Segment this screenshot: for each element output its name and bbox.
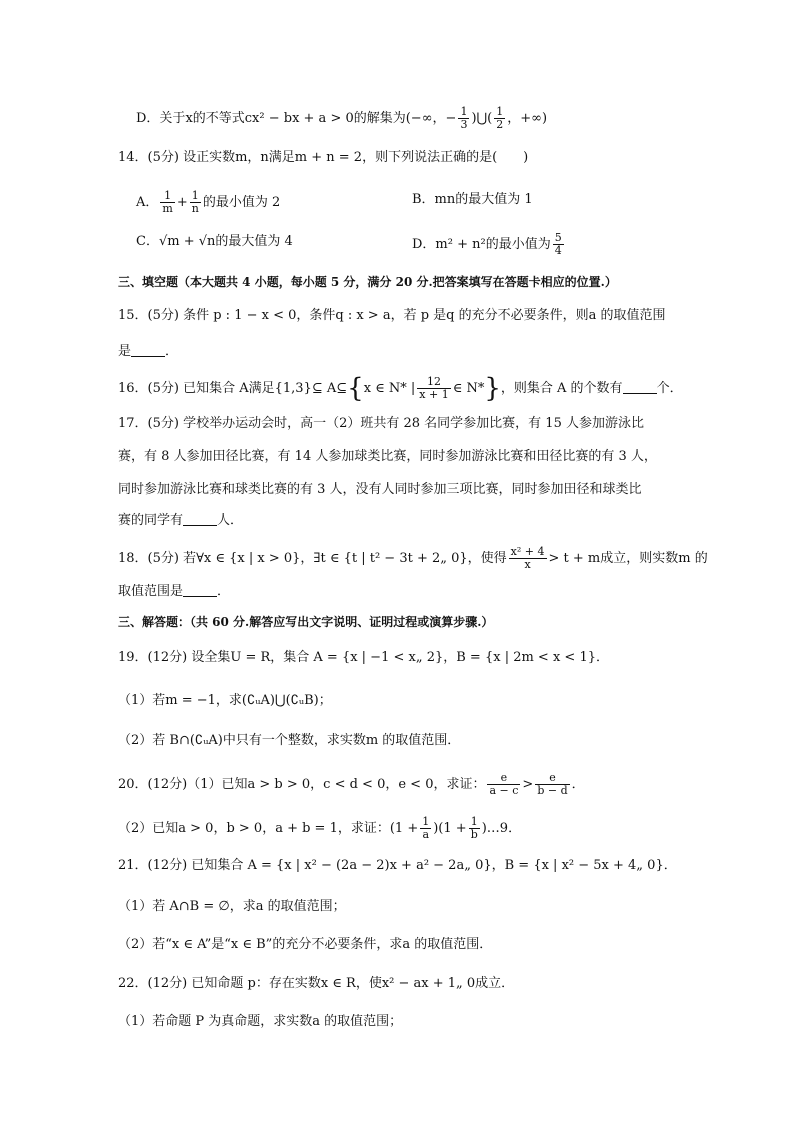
q18-text1: 18．(5分) 若∀x ∈ {x | x > 0}，∃t ∈ {t | t² − 3t + 2„ 0}，使得 <box>118 551 507 566</box>
q14a-plus: + <box>176 195 188 210</box>
q14a-frac2-num: 1 <box>190 190 201 203</box>
q13d-frac2-num: 1 <box>496 105 504 118</box>
q20-frac2 <box>535 772 569 797</box>
q13d-text3: ，+∞) <box>507 111 548 126</box>
q16-set-a: x ∈ N* | <box>363 381 416 396</box>
q22-part1: （1）若命题 P 为真命题，求实数a 的取值范围； <box>118 1014 403 1029</box>
q14a-text: 的最小值为 2 <box>202 195 281 210</box>
q21-part1: （1）若 A∩B = ∅，求a 的取值范围； <box>118 899 346 914</box>
q16-brace-right: } <box>484 373 501 404</box>
q13d-frac2-den: 2 <box>496 118 504 131</box>
q14d-frac-num: 5 <box>554 231 562 244</box>
q14a-frac1-num: 1 <box>160 190 174 203</box>
q15-line2 <box>118 342 734 362</box>
q21-part2: （2）若“x ∈ A”是“x ∈ B”的充分不必要条件，求a 的取值范围． <box>118 937 493 952</box>
section-fill-in-heading: 三、填空题（本大题共 4 小题，每小题 5 分，满分 20 分.把答案填写在答题卡相应的位置.） <box>118 275 617 289</box>
q20-gt: > <box>522 777 534 792</box>
q20-part1 <box>118 772 734 797</box>
q14-stem: 14．(5分) 设正实数m，n满足m + n = 2，则下列说法正确的是( ) <box>118 150 529 165</box>
q21-stem: 21．(12分) 已知集合 A = {x | x² − (2a − 2)x + a² − 2a„ 0}，B = {x | x² − 5x + 4„ 0}． <box>118 858 677 873</box>
q20-stem: 20．(12分)（1）已知a > b > 0，c < d < 0，e < 0，求证： <box>118 777 486 792</box>
q20-p2-frac1-den: a <box>422 828 430 841</box>
q17-line2: 赛，有 8 人参加田径比赛，有 14 人参加球类比赛，同时参加游泳比赛和田径比赛的有 3 人， <box>118 449 657 464</box>
q20-p2-frac1 <box>420 816 431 841</box>
q20-frac1-den: a − c <box>489 784 519 797</box>
q14a-frac2-den: n <box>191 202 199 215</box>
q14a-frac1 <box>160 190 174 215</box>
q13d-prefix: D．关于 <box>136 111 186 126</box>
q18-line1 <box>118 546 734 571</box>
q16-answer-blank <box>623 379 657 394</box>
q16-brace-left: { <box>347 373 364 404</box>
q20-p2-frac2-num: 1 <box>469 816 480 829</box>
q14-option-c: C．√m + √n的最大值为 4 <box>136 234 293 249</box>
q16-text1: 16．(5分) 已知集合 A满足{1,3}⊆ A⊆ <box>118 381 348 396</box>
q17-line4 <box>118 511 734 531</box>
q13d-frac1-den: 3 <box>460 118 468 131</box>
q14-option-d <box>412 232 566 257</box>
q13-option-d <box>136 106 734 131</box>
q18-line2 <box>118 582 734 602</box>
q14-option-b: B．mn的最大值为 1 <box>412 192 533 207</box>
q18-frac-den: x <box>524 558 531 571</box>
q13d-text2: )⋃( <box>471 111 493 126</box>
q15-line2b: ． <box>165 344 179 359</box>
q17-line1: 17．(5分) 学校举办运动会时，高一（2）班共有 28 名同学参加比赛，有 15 人参加游泳比 <box>118 416 644 431</box>
q20-frac1 <box>487 772 520 797</box>
q16-frac <box>417 376 450 401</box>
q14a-label: A． <box>136 195 159 210</box>
q16-set-b: ∈ N* <box>452 381 485 396</box>
q19-part1: （1）若m = −1，求(∁ᵤA)⋃(∁ᵤB)； <box>118 693 332 708</box>
q15-answer-blank <box>131 342 165 357</box>
q13d-frac1 <box>458 106 469 131</box>
q18-text2: > t + m成立，则实数m 的 <box>548 551 708 566</box>
q17-line3: 同时参加游泳比赛和球类比赛的有 3 人，没有人同时参加三项比赛，同时参加田径和球类比 <box>118 482 642 497</box>
q22-stem: 22．(12分) 已知命题 p：存在实数x ∈ R，使x² − ax + 1„ 0成立． <box>118 976 515 991</box>
q14d-frac-den: 4 <box>554 244 562 257</box>
q20-p2-frac2 <box>469 816 480 841</box>
q13d-frac2 <box>494 106 505 131</box>
q20-p2-frac1-num: 1 <box>422 815 430 828</box>
q14d-text: D．m² + n²的最小值为 <box>412 237 551 252</box>
q17-line4b: 人． <box>217 513 244 528</box>
q18-answer-blank <box>183 582 217 597</box>
q18-frac <box>509 546 547 571</box>
q17-answer-blank <box>183 511 217 526</box>
q20-frac2-den: b − d <box>537 784 568 797</box>
section-solution-heading: 三、解答题：（共 60 分.解答应写出文字说明、证明过程或演算步骤.） <box>118 615 494 629</box>
q16-line <box>118 373 734 404</box>
q18-line2b: ． <box>217 584 231 599</box>
q20-frac1-num: e <box>487 772 520 785</box>
q13d-frac1-num: 1 <box>460 105 468 118</box>
q20-part2c: )…9． <box>481 821 522 836</box>
q14d-frac <box>553 232 564 257</box>
q15-line1: 15．(5分) 条件 p : 1 − x < 0，条件q : x > a，若 p 是q 的充分不必要条件，则a 的取值范围 <box>118 308 666 323</box>
q20-end: ． <box>571 777 585 792</box>
q19-part2: （2）若 B∩(∁ᵤA)中只有一个整数，求实数m 的取值范围． <box>118 733 461 748</box>
q18-frac-num: x² + 4 <box>510 545 545 558</box>
q16-text2: ，则集合 A 的个数有 <box>500 381 623 396</box>
q17-line4a: 赛的同学有 <box>118 513 184 528</box>
q16-frac-den: x + 1 <box>419 388 449 401</box>
q15-line2a: 是 <box>118 344 132 359</box>
q19-stem: 19．(12分) 设全集U = R，集合 A = {x | −1 < x„ 2}，B = {x | 2m < x < 1}． <box>118 650 609 665</box>
q18-line2a: 取值范围是 <box>118 584 184 599</box>
q13d-text1: x的不等式cx² − bx + a > 0的解集为(−∞，− <box>185 111 457 126</box>
q20-part2a: （2）已知a > 0，b > 0，a + b = 1，求证：(1 + <box>118 821 419 836</box>
q20-p2-frac2-den: b <box>470 828 478 841</box>
q14a-frac2 <box>190 190 201 215</box>
q16-frac-num: 12 <box>417 376 450 389</box>
q14a-frac1-den: m <box>162 202 173 215</box>
q20-frac2-num: e <box>535 772 569 785</box>
q20-part2 <box>118 816 734 841</box>
q16-text3: 个． <box>656 381 683 396</box>
q20-part2b: )(1 + <box>433 821 467 836</box>
